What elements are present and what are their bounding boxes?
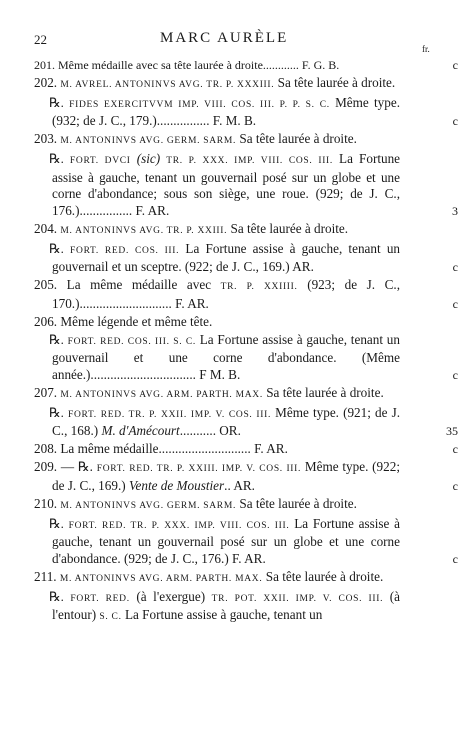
rarity-mark: 35 (446, 424, 458, 438)
reverse-description: ℞. FIDES EXERCITVVM IMP. VIII. COS. III. P. P. S. C. Même type. (932; de J. C., 179.)................ F. M. B. c (49, 94, 458, 128)
catalogue-entry-202: 202. M. AVREL. ANTONINVS AVG. TR. P. XXXIII. Sa tête laurée à droite. (34, 74, 396, 90)
catalogue-entry-201: 201. Même médaille avec sa tête laurée à droite............ F. G. B. c (34, 58, 458, 72)
catalogue-entry-207: 207. M. ANTONINVS AVG. ARM. PARTH. MAX. Sa tête laurée à droite. (34, 384, 384, 400)
legend-text: FIDES EXERCITVVM IMP. VIII. COS. III. P. P. S. C. (69, 99, 330, 110)
catalogue-entry-211: 211. M. ANTONINVS AVG. ARM. PARTH. MAX. Sa tête laurée à droite. (34, 568, 384, 584)
reverse-description: ℞. FORT. RED. COS. III. La Fortune assise à gauche, tenant un gouvernail et un sceptre. (922; de J. C., 169.) AR. c (49, 240, 458, 274)
legend-text: FORT. RED. TR. P. XXIII. IMP. V. COS. III. (96, 464, 302, 474)
legend-text: FORT. DVCI (69, 156, 131, 166)
legend-text: FORT. RED. COS. III. (70, 245, 180, 256)
catalogue-entry-209: 209. — ℞. FORT. RED. TR. P. XXIII. IMP. V. COS. III. Même type. (922; de J. C., 169.) Vente de Moustier.. AR. c (34, 459, 458, 493)
running-title: MARC AURÈLE (160, 30, 289, 46)
rarity-mark: c (452, 260, 458, 274)
rarity-mark: c (452, 114, 458, 128)
reverse-description: ℞. FORT. RED. TR. P. XXII. IMP. V. COS. III. Même type. (921; de J. C., 168.) M. d'Amécourt........... OR. 35 (49, 404, 458, 438)
catalogue-entries (34, 58, 458, 627)
rarity-mark: c (452, 442, 458, 456)
page-header (0, 30, 446, 54)
reverse-description: ℞. FORT. DVCI (sic) TR. P. XXX. IMP. VIII. COS. III. La Fortune assise à gauche, tenant un gouvernail posé sur un globe et une corne d'abondance; sous son siège, une roue. (929; de J. C., 176.)................ F. AR. 3 (49, 151, 458, 218)
reverse-description: ℞. FORT. RED. TR. P. XXX. IMP. VIII. COS. III. La Fortune assise à gauche, tenant un gouvernail posé sur un globe et une corne d'abondance. (929; de J. C., 176.) F. AR. c (49, 515, 458, 566)
legend-text: M. ANTONINVS AVG. GERM. SARM. (60, 500, 237, 511)
legend-text: M. ANTONINVS AVG. ARM. PARTH. MAX. (59, 573, 263, 584)
legend-text: M. ANTONINVS AVG. ARM. PARTH. MAX. (60, 389, 263, 400)
legend-text: FORT. RED. COS. III. S. C. (67, 336, 196, 347)
rarity-mark: c (452, 58, 458, 72)
reverse-description: ℞. FORT. RED. (à l'exergue) TR. POT. XXII. IMP. V. COS. III. (à l'entour) S. C. La Fortune assise à gauche, tenant un (49, 588, 401, 622)
catalogue-entry-204: 204. M. ANTONINVS AVG. TR. P. XXIII. Sa tête laurée à droite. (34, 220, 349, 236)
rarity-mark: c (452, 478, 458, 493)
rarity-mark: c (452, 551, 458, 566)
legend-text: S. C. (99, 612, 122, 622)
legend-text: M. ANTONINVS AVG. TR. P. XXIII. (60, 225, 228, 236)
legend-text: TR. POT. XXII. IMP. V. COS. III. (211, 593, 384, 604)
legend-text: M. ANTONINVS AVG. GERM. SARM. (60, 136, 237, 146)
value-column-heading: fr. (422, 44, 430, 54)
catalogue-entry-208: 208. La même médaille............................ F. AR. c (34, 441, 458, 456)
legend-text: TR. P. XXX. IMP. VIII. COS. III. (166, 156, 333, 166)
provenance: Vente de Moustier (128, 477, 225, 493)
catalogue-entry-210: 210. M. ANTONINVS AVG. GERM. SARM. Sa tête laurée à droite. (34, 495, 357, 511)
catalogue-entry-205: 205. La même médaille avec TR. P. XXIIII. (923; de J. C., 170.)............................ F. AR. c (34, 277, 458, 311)
rarity-mark: 3 (452, 203, 458, 218)
rarity-mark: c (452, 367, 458, 382)
legend-text: M. AVREL. ANTONINVS AVG. TR. P. XXXIII. (60, 79, 275, 90)
legend-text: FORT. RED. TR. P. XXII. IMP. V. COS. III. (67, 409, 272, 420)
rarity-mark: c (452, 296, 458, 311)
catalogue-entry-206: 206. Même légende et même tête. (34, 313, 213, 329)
legend-text: FORT. RED. TR. P. XXX. IMP. VIII. COS. III. (68, 520, 290, 531)
legend-text: FORT. RED. (70, 593, 130, 604)
reverse-description: ℞. FORT. RED. COS. III. S. C. La Fortune assise à gauche, tenant un gouvernail et une corne d'abondance. (Même année.)................................ F M. B. c (49, 331, 458, 382)
page-number: 22 (34, 32, 47, 47)
provenance: M. d'Amécourt (101, 423, 180, 438)
legend-text: TR. P. XXIIII. (220, 282, 298, 292)
catalogue-entry-203: 203. M. ANTONINVS AVG. GERM. SARM. Sa tête laurée à droite. (34, 131, 357, 146)
